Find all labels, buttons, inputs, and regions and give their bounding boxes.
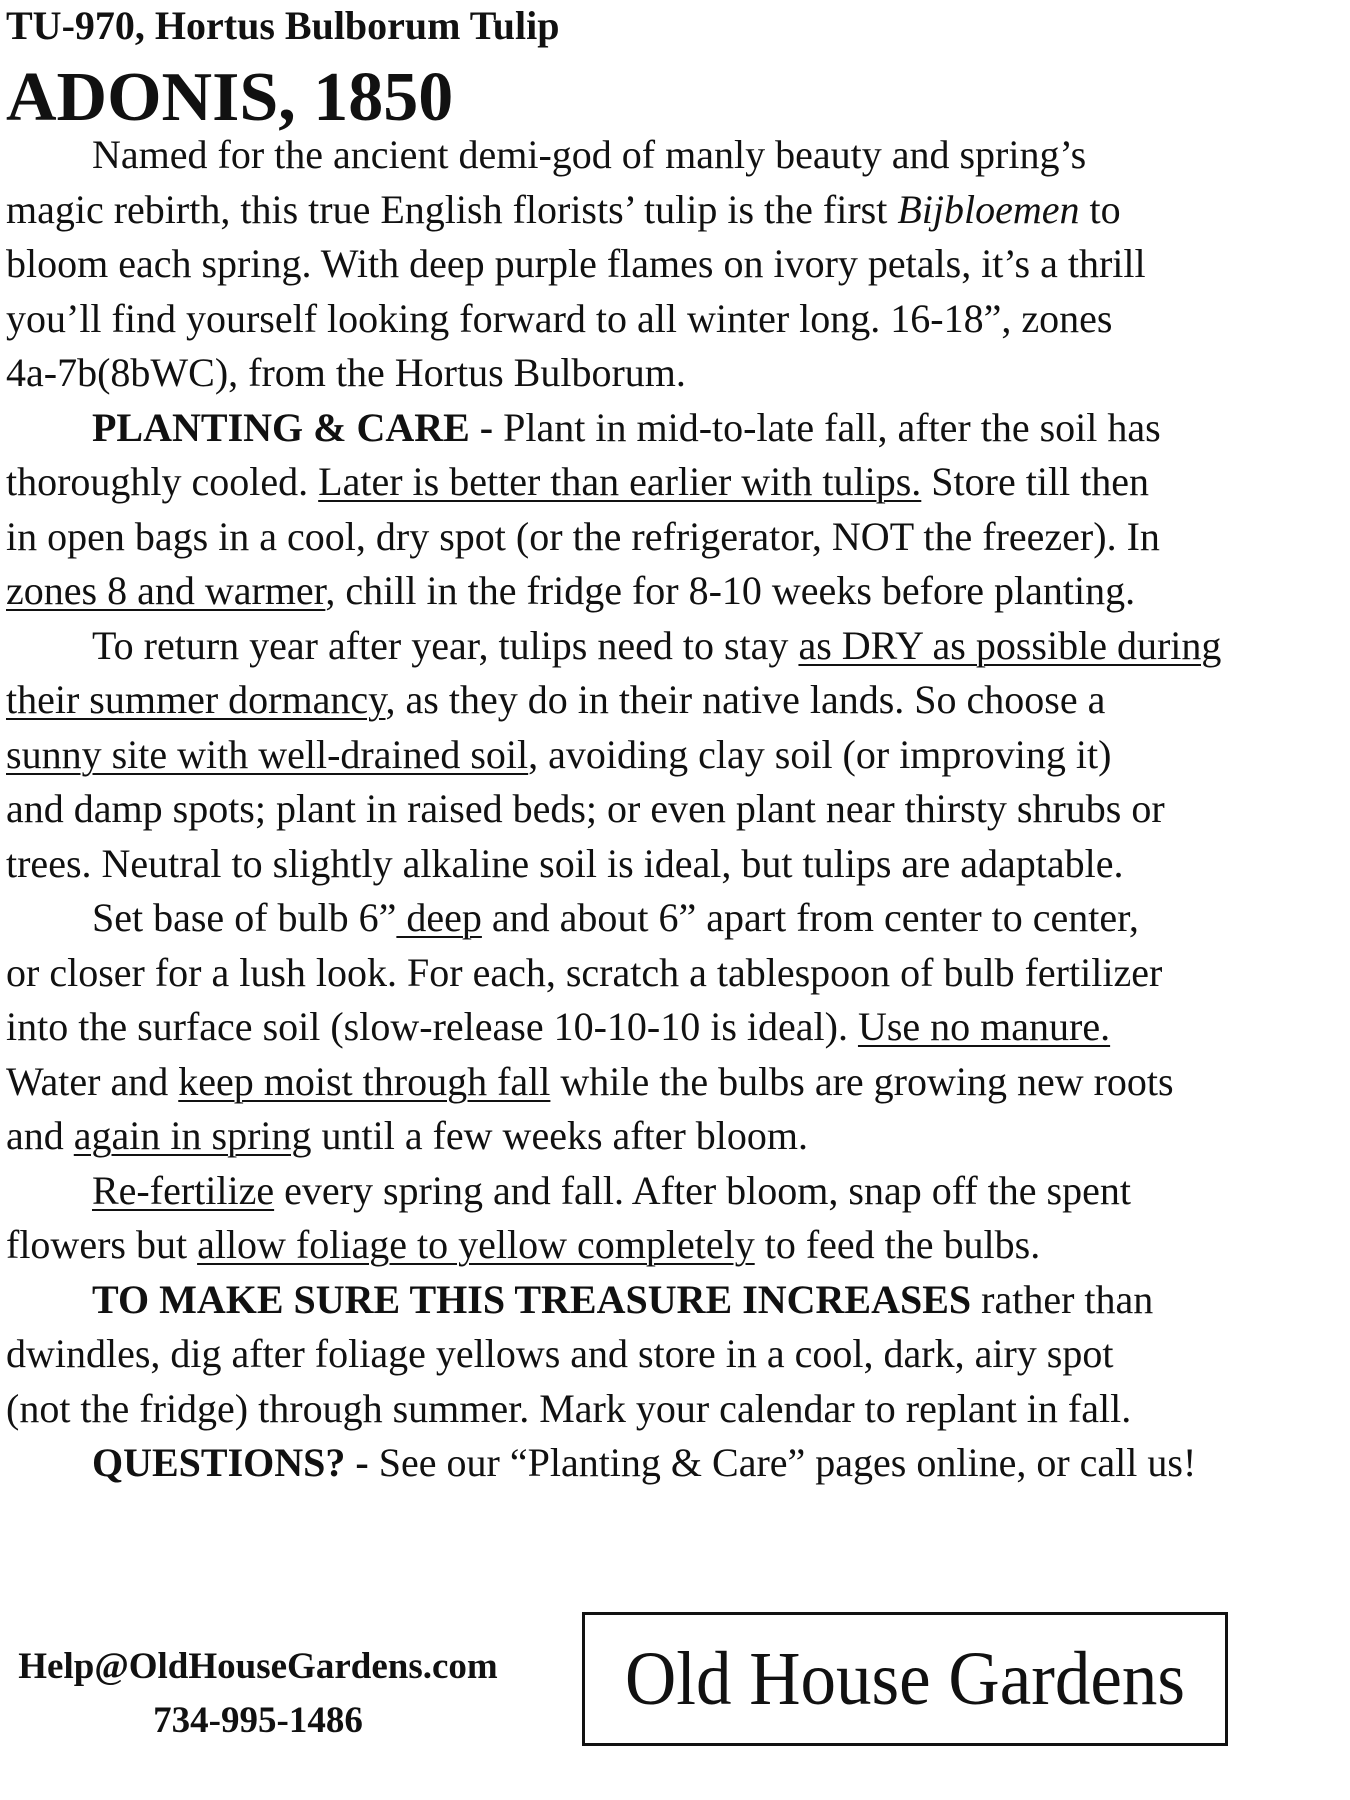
intro-paragraph xyxy=(6,128,1346,401)
increase-line: (not the fridge) through summer. Mark your calendar to replant in fall. xyxy=(6,1385,1132,1431)
increase-line: rather than xyxy=(971,1276,1154,1322)
setbase-line: Water and xyxy=(6,1058,179,1104)
return-line: and damp spots; plant in raised beds; or even plant near thirsty shrubs or xyxy=(6,786,1165,831)
variety-title: ADONIS, 1850 xyxy=(6,59,454,136)
refertilize-line: every spring and fall. After bloom, snap off the spent xyxy=(274,1167,1131,1213)
increase-line: dwindles, dig after foliage yellows and store in a cool, dark, airy spot xyxy=(6,1331,1114,1376)
planting-line: Store till then xyxy=(921,459,1150,504)
return-line: trees. Neutral to slightly alkaline soil is ideal, but tulips are adaptable. xyxy=(6,840,1124,886)
underlined-text: as DRY as possible during xyxy=(798,622,1222,668)
underlined-text: Later is better than earlier with tulips. xyxy=(318,459,922,504)
intro-line: 4a-7b(8bWC), from the Hortus Bulborum. xyxy=(6,350,686,395)
return-line: , as they do in their native lands. So choose a xyxy=(385,677,1106,722)
intro-line: you’ll find yourself looking forward to all winter long. 16-18”, zones xyxy=(6,295,1113,341)
planting-line: Plant in mid-to-late fall, after the soil has xyxy=(503,404,1161,450)
description-body xyxy=(6,128,1346,1491)
underlined-text: deep xyxy=(396,895,482,940)
setbase-line: Set base of bulb 6” xyxy=(92,895,397,940)
questions-heading: QUESTIONS? - xyxy=(92,1440,379,1485)
setbase-line: while the bulbs are growing new roots xyxy=(550,1058,1174,1104)
refertilize-line: flowers but xyxy=(6,1222,198,1267)
return-paragraph xyxy=(6,619,1346,892)
questions-paragraph xyxy=(6,1436,1346,1491)
phone-number: 734-995-1486 xyxy=(153,1700,363,1741)
underlined-text: their summer dormancy xyxy=(6,677,386,722)
setbase-line: and about 6” apart from center to center, xyxy=(481,895,1139,940)
intro-line: magic rebirth, this true English florists’ tulip is the first xyxy=(6,186,898,232)
planting-line: thoroughly cooled. xyxy=(6,459,319,504)
increase-heading: TO MAKE SURE THIS TREASURE INCREASES xyxy=(92,1276,972,1322)
underlined-text: zones 8 and warmer xyxy=(6,568,326,613)
underlined-text: sunny site with well-drained soil xyxy=(6,731,529,777)
intro-line: bloom each spring. With deep purple flames on ivory petals, it’s a thrill xyxy=(6,241,1146,286)
intro-line: Named for the ancient demi-god of manly beauty and spring’s xyxy=(92,132,1087,177)
setbase-line: until a few weeks after bloom. xyxy=(311,1113,809,1158)
planting-line: , chill in the fridge for 8-10 weeks before planting. xyxy=(325,568,1136,613)
planting-line: in open bags in a cool, dry spot (or the refrigerator, NOT the freezer). In xyxy=(6,513,1160,559)
setbase-paragraph xyxy=(6,891,1346,1164)
brand-logo xyxy=(582,1612,1228,1746)
setbase-line: and xyxy=(6,1113,74,1158)
intro-line: to xyxy=(1079,186,1121,232)
planting-heading: PLANTING & CARE - xyxy=(92,404,504,450)
underlined-text: Re-fertilize xyxy=(92,1167,275,1213)
underlined-text: Use no manure. xyxy=(857,1004,1111,1049)
italic-term: Bijbloemen xyxy=(897,186,1080,232)
logo-wordmark xyxy=(605,1624,1205,1734)
setbase-line: or closer for a lush look. For each, scratch a tablespoon of bulb fertilizer xyxy=(6,949,1163,995)
increase-paragraph xyxy=(6,1273,1346,1437)
underlined-text: again in spring xyxy=(73,1113,312,1158)
refertilize-line: to feed the bulbs. xyxy=(754,1222,1041,1267)
return-line: To return year after year, tulips need to stay xyxy=(92,622,799,668)
product-code-line: TU-970, Hortus Bulborum Tulip xyxy=(6,3,560,48)
planting-paragraph xyxy=(6,401,1346,619)
logo-text: Old House Gardens xyxy=(625,1637,1185,1721)
return-line: , avoiding clay soil (or improving it) xyxy=(528,731,1112,777)
contact-block xyxy=(8,1640,508,1748)
underlined-text: keep moist through fall xyxy=(178,1058,551,1104)
refertilize-paragraph xyxy=(6,1164,1346,1273)
setbase-line: into the surface soil (slow-release 10-10-10 is ideal). xyxy=(6,1004,858,1049)
email-link[interactable]: Help@OldHouseGardens.com xyxy=(18,1646,498,1687)
underlined-text: allow foliage to yellow completely xyxy=(197,1222,755,1267)
questions-line: See our “Planting & Care” pages online, or call us! xyxy=(378,1440,1197,1485)
